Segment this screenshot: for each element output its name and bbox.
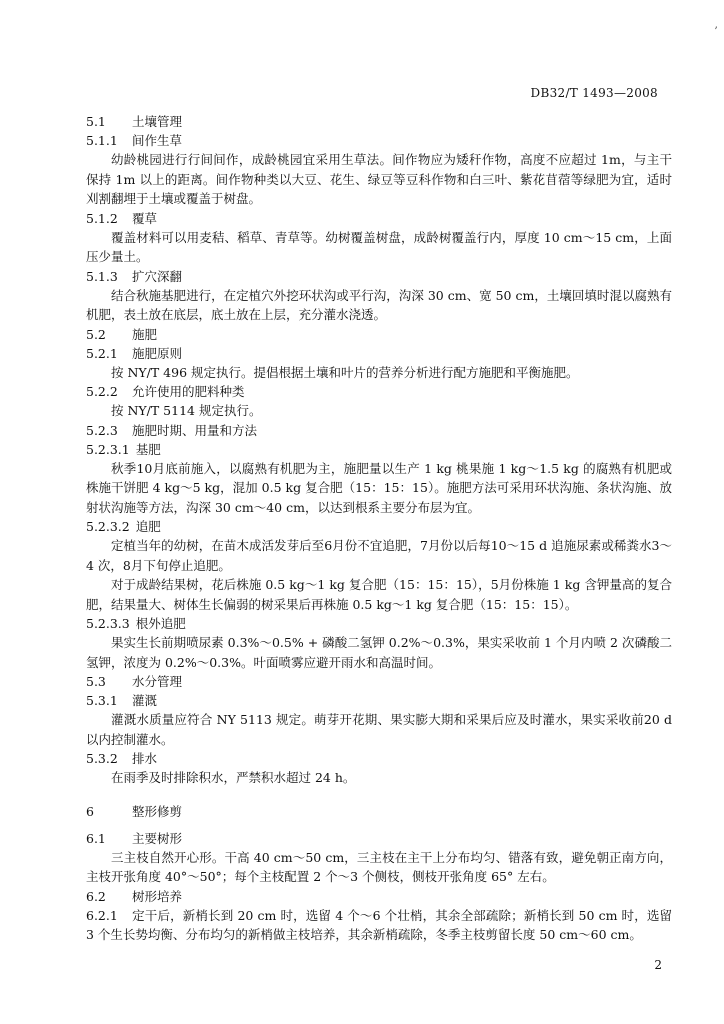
section-number: 6 (86, 803, 94, 819)
section-number: 5.3.2 (86, 751, 118, 766)
standard-number: DB32/T 1493—2008 (530, 86, 658, 100)
paragraph: 按 NY/T 5114 规定执行。 (111, 403, 262, 418)
section-title: 整形修剪 (132, 803, 183, 819)
section-heading (86, 440, 672, 459)
section-title: 追肥 (135, 519, 161, 534)
paragraph: 灌溉水质量应符合 NY 5113 规定。萌芽开花期、果实膨大期和采果后应及时灌水，果实采收前20 d 以内控制灌水。 (86, 712, 672, 747)
section-title: 水分管理 (132, 674, 183, 689)
paragraph: 果实生长前期喷尿素 0.3%～0.5% + 磷酸二氢钾 0.2%～0.3%，果实采收前 1 个月内喷 2 次磷酸二氢钾，浓度为 0.2%～0.3%。叶面喷雾应避开雨水和高温时间。 (86, 635, 672, 670)
section-heading (86, 829, 672, 848)
section-number: 5.2.3.3 (86, 616, 130, 631)
paragraph: 三主枝自然开心形。干高 40 cm～50 cm，三主枝在主干上分布均匀、错落有致，避免朝正南方向，主枝开张角度 40°～50°；每个主枝配置 2 个～3 个侧枝，侧枝开张角度 65° 左右。 (86, 849, 672, 884)
numbered-paragraph (86, 906, 672, 945)
section-number: 5.2.3.2 (86, 519, 130, 534)
section-heading (86, 691, 672, 710)
section-title: 主要树形 (132, 830, 183, 846)
section-number: 5.1.2 (86, 210, 118, 226)
paragraph: 秋季10月底前施入，以腐熟有机肥为主，施肥量以生产 1 kg 桃果施 1 kg～1.5 kg 的腐熟有机肥或株施干饼肥 4 kg～5 kg，混加 0.5 kg 复合肥（15：15：15）。施肥方法可采用环状沟施、条状沟施、放射状沟施等方法，沟深 30 cm～40 cm，以达到根系主要分布层为宜。 (86, 460, 672, 515)
section-number: 5.3.1 (86, 693, 118, 708)
section-number: 5.2 (86, 326, 106, 342)
section-number: 5.2.2 (86, 384, 118, 399)
paragraph: 对于成龄结果树，花后株施 0.5 kg～1 kg 复合肥（15：15：15），5月份株施 1 kg 含钾量高的复合肥，结果量大、树体生长偏弱的树采果后再株施 0.5 kg～1 kg 复合肥（15：15：15）。 (86, 577, 672, 612)
section-heading (86, 267, 672, 286)
section-heading (86, 614, 672, 633)
section-title: 施肥时期、用量和方法 (132, 422, 258, 438)
section-title: 间作生草 (132, 133, 183, 148)
spacer (86, 821, 672, 829)
section-number: 5.2.3.1 (86, 441, 130, 457)
section-heading (86, 382, 672, 401)
section-number: 6.2.1 (86, 907, 118, 923)
paragraph: 幼龄桃园进行行间间作，成龄桃园宜采用生草法。间作物应为矮秆作物，高度不应超过 1m，与主干保持 1m 以上的距离。间作物种类以大豆、花生、绿豆等豆科作物和白三叶、紫花苜蓿等绿肥为宜，适时刈割翻埋于土壤或覆盖于树盘。 (86, 152, 672, 206)
section-title: 覆草 (132, 210, 158, 226)
section-number: 5.1 (86, 114, 106, 129)
section-number: 6.2 (86, 888, 106, 904)
section-heading (86, 802, 672, 821)
section-number: 5.3 (86, 674, 106, 689)
section-heading (86, 887, 672, 906)
spacer (86, 788, 672, 802)
section-heading (86, 517, 672, 536)
paragraph: 结合秋施基肥进行，在定植穴外挖环状沟或平行沟，沟深 30 cm、宽 50 cm，土壤回填时混以腐熟有机肥，表土放在底层，底土放在上层，充分灌水浇透。 (86, 287, 672, 322)
corner-mark: , (714, 18, 718, 31)
section-title: 施肥 (132, 326, 158, 342)
section-number: 5.1.1 (86, 133, 118, 148)
paragraph: 在雨季及时排除积水，严禁积水超过 24 h。 (111, 770, 356, 785)
section-title: 扩穴深翻 (132, 268, 183, 284)
document-body (86, 112, 672, 945)
section-heading (86, 131, 672, 150)
section-title: 排水 (132, 751, 158, 766)
section-title: 灌溉 (132, 693, 158, 708)
section-number: 5.2.1 (86, 345, 118, 361)
page-number: 2 (654, 958, 662, 972)
paragraph: 覆盖材料可以用麦秸、稻草、青草等。幼树覆盖树盘，成龄树覆盖行内，厚度 10 cm～15 cm，上面压少量土。 (86, 229, 672, 264)
section-heading (86, 209, 672, 228)
section-title: 树形培养 (132, 888, 183, 904)
section-title: 基肥 (135, 441, 161, 457)
paragraph-text: 定干后，新梢长到 20 cm 时，选留 4 个～6 个壮梢，其余全部疏除；新梢长到 50 cm 时，选留 3 个生长势均衡、分布均匀的新梢做主枝培养，其余新梢疏除，冬季主枝剪留长度 50 cm～60 cm。 (86, 907, 672, 942)
section-heading (86, 672, 672, 691)
section-heading (86, 749, 672, 768)
section-title: 土壤管理 (132, 114, 183, 129)
section-heading (86, 421, 672, 440)
section-heading (86, 344, 672, 363)
paragraph: 按 NY/T 496 规定执行。提倡根据土壤和叶片的营养分析进行配方施肥和平衡施肥。 (111, 364, 579, 380)
section-number: 5.2.3 (86, 422, 118, 438)
section-number: 5.1.3 (86, 268, 118, 284)
section-number: 6.1 (86, 830, 106, 846)
section-title: 允许使用的肥料种类 (132, 384, 245, 399)
section-heading (86, 325, 672, 344)
section-heading (86, 112, 672, 131)
section-title: 施肥原则 (132, 345, 183, 361)
paragraph: 定植当年的幼树，在苗木成活发芽后至6月份不宜追肥，7月份以后每10～15 d 追施尿素或稀粪水3～4 次，8月下旬停止追肥。 (86, 538, 672, 573)
section-title: 根外追肥 (135, 616, 186, 631)
